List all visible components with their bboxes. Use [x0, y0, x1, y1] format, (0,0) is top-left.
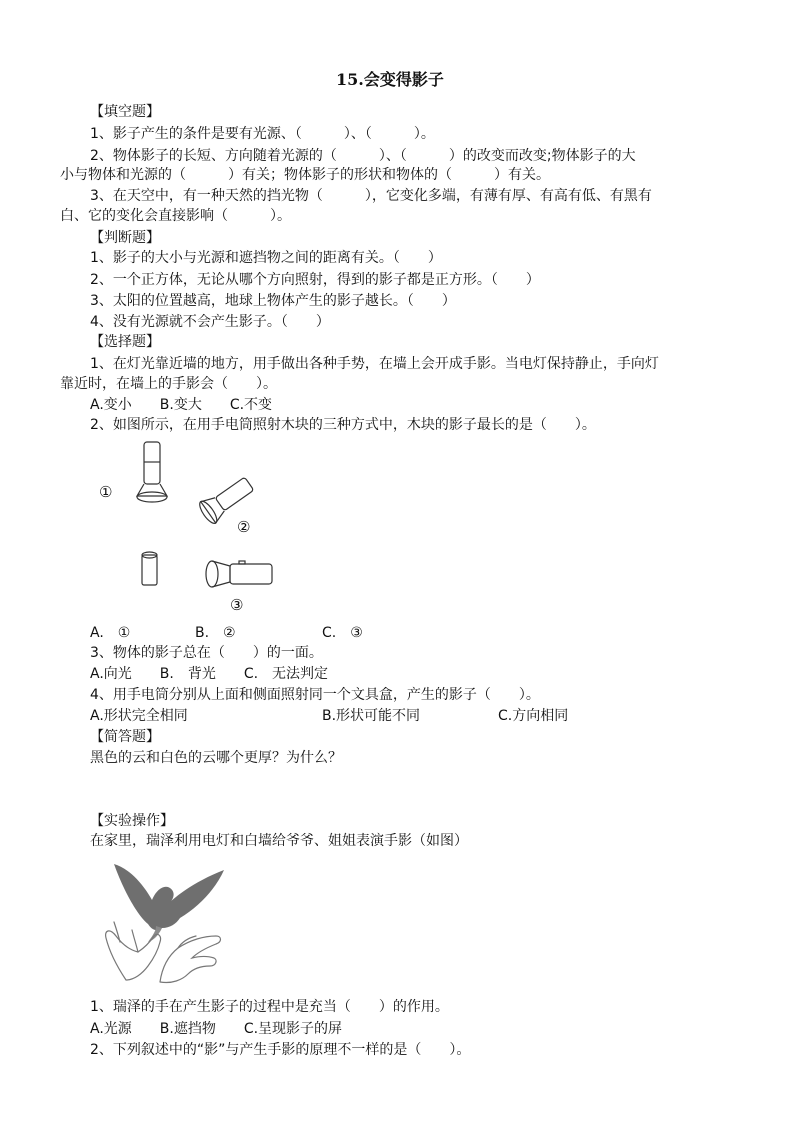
choice-q2-option-b: B. ② [195, 625, 236, 641]
choice-q3: 3、物体的影子总在（ ）的一面。 [90, 645, 323, 661]
wood-block [142, 555, 157, 585]
judge-q2: 2、一个正方体，无论从哪个方向照射，得到的影子都是正方形。（ ） [90, 272, 540, 288]
experiment-heading: 【实验操作】 [90, 813, 174, 829]
choice-q2: 2、如图所示，在用手电筒照射木块的三种方式中，木块的影子最长的是（ ）。 [90, 417, 596, 433]
judge-q4: 4、没有光源就不会产生影子。（ ） [90, 314, 330, 330]
choice-heading: 【选择题】 [90, 334, 160, 350]
short-heading: 【简答题】 [90, 729, 160, 745]
choice-q4-option-c: C.方向相同 [498, 708, 569, 724]
flashlight-3-head [212, 561, 230, 587]
hand-shadow-image [98, 858, 240, 988]
fig-label-2: ② [237, 518, 251, 536]
choice-q1-line1: 1、在灯光靠近墙的地方，用手做出各种手势，在墙上会开成手影。当电灯保持静止，手向灯 [90, 356, 659, 372]
page-title: 15.会变得影子 [336, 70, 444, 89]
choice-q2-option-a: A. ① [90, 625, 131, 641]
judge-q1: 1、影子的大小与光源和遮挡物之间的距离有关。（ ） [90, 250, 442, 266]
fill-q1: 1、影子产生的条件是要有光源、（ ）、（ ）。 [90, 126, 435, 142]
choice-q4: 4、用手电筒分别从上面和侧面照射同一个文具盒，产生的影子（ ）。 [90, 687, 540, 703]
fill-q2-line1: 2、物体影子的长短、方向随着光源的（ ）、（ ）的改变而改变;物体影子的大 [90, 148, 636, 164]
flashlight-2-body [215, 477, 254, 511]
experiment-q2: 2、下列叙述中的“影”与产生手影的原理不一样的是（ ）。 [90, 1042, 471, 1058]
judge-q3: 3、太阳的位置越高，地球上物体产生的影子越长。（ ） [90, 293, 456, 309]
choice-q4-option-a: A.形状完全相同 [90, 708, 188, 724]
short-q1: 黑色的云和白色的云哪个更厚？为什么？ [90, 750, 342, 766]
fill-q3-line1: 3、在天空中，有一种天然的挡光物（ ），它变化多端，有薄有厚、有高有低、有黑有 [90, 188, 652, 204]
judge-heading: 【判断题】 [90, 230, 160, 246]
fill-heading: 【填空题】 [90, 104, 160, 120]
choice-q3-options: A.向光 B. 背光 C. 无法判定 [90, 666, 329, 682]
choice-q1-line2: 靠近时，在墙上的手影会（ ）。 [60, 376, 277, 392]
flashlight-1-body [144, 442, 160, 484]
fig-label-1: ① [99, 483, 113, 501]
flashlight-1-head [137, 484, 167, 496]
fill-q2-line2: 小与物体和光源的（ ）有关；物体影子的形状和物体的（ ）有关。 [60, 167, 550, 183]
flashlight-figure [95, 440, 295, 615]
choice-q1-options: A.变小 B.变大 C.不变 [90, 397, 273, 413]
flashlight-3-body [230, 564, 272, 584]
fig-label-3: ③ [230, 596, 244, 614]
experiment-intro: 在家里，瑞泽利用电灯和白墙给爷爷、姐姐表演手影（如图） [90, 833, 468, 849]
experiment-q1: 1、瑞泽的手在产生影子的过程中是充当（ ）的作用。 [90, 999, 449, 1015]
fill-q3-line2: 白、它的变化会直接影响（ ）。 [60, 208, 291, 224]
choice-q4-option-b: B.形状可能不同 [322, 708, 421, 724]
experiment-q1-options: A.光源 B.遮挡物 C.呈现影子的屏 [90, 1021, 343, 1037]
choice-q2-option-c: C. ③ [322, 625, 363, 641]
